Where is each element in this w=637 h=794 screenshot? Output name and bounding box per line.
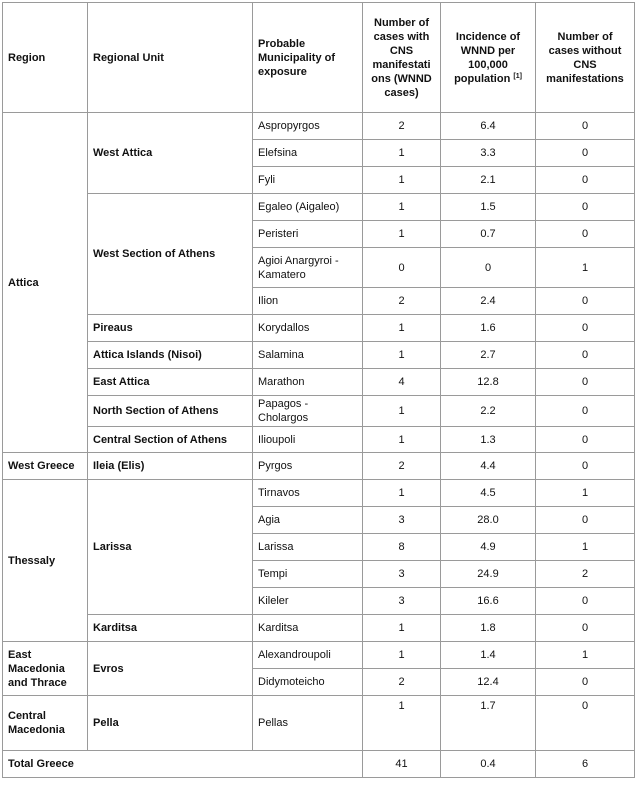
table-row xyxy=(3,194,635,221)
municipality-cell: Didymoteicho xyxy=(253,669,363,696)
table-row xyxy=(3,427,635,453)
non-cns-cell: 0 xyxy=(536,369,635,396)
municipality-cell: Karditsa xyxy=(253,615,363,642)
incidence-cell: 1.3 xyxy=(441,427,536,453)
cns-cell: 2 xyxy=(363,453,441,480)
table-row xyxy=(3,696,635,751)
cns-cell: 8 xyxy=(363,534,441,561)
non-cns-cell: 0 xyxy=(536,427,635,453)
header-cns-cases: Number of cases with CNS manifestati ons (WNND cases) xyxy=(363,3,441,113)
unit-west-attica: West Attica xyxy=(88,113,253,194)
municipality-cell: Tempi xyxy=(253,561,363,588)
non-cns-cell: 0 xyxy=(536,396,635,427)
incidence-cell: 1.4 xyxy=(441,642,536,669)
municipality-cell: Korydallos xyxy=(253,315,363,342)
total-label: Total Greece xyxy=(3,751,363,778)
region-central-macedonia: Central Macedonia xyxy=(3,696,88,751)
municipality-cell: Tirnavos xyxy=(253,480,363,507)
non-cns-cell: 1 xyxy=(536,248,635,288)
header-non-cns: Number of cases without CNS manifestations xyxy=(536,3,635,113)
region-west-greece: West Greece xyxy=(3,453,88,480)
non-cns-cell: 2 xyxy=(536,561,635,588)
incidence-cell: 2.1 xyxy=(441,167,536,194)
municipality-cell: Pellas xyxy=(253,696,363,751)
cns-cell: 1 xyxy=(363,315,441,342)
unit-karditsa: Karditsa xyxy=(88,615,253,642)
total-incidence: 0.4 xyxy=(441,751,536,778)
municipality-cell: Salamina xyxy=(253,342,363,369)
cns-cell: 0 xyxy=(363,248,441,288)
incidence-cell: 28.0 xyxy=(441,507,536,534)
non-cns-cell: 1 xyxy=(536,480,635,507)
region-attica: Attica xyxy=(3,113,88,453)
table-row xyxy=(3,480,635,507)
table-row xyxy=(3,396,635,427)
incidence-cell: 12.4 xyxy=(441,669,536,696)
non-cns-cell: 1 xyxy=(536,534,635,561)
total-non-cns: 6 xyxy=(536,751,635,778)
non-cns-cell: 0 xyxy=(536,288,635,315)
municipality-cell: Fyli xyxy=(253,167,363,194)
municipality-cell: Kileler xyxy=(253,588,363,615)
incidence-cell: 0 xyxy=(441,248,536,288)
total-row xyxy=(3,751,635,778)
header-region: Region xyxy=(3,3,88,113)
non-cns-cell: 0 xyxy=(536,194,635,221)
cns-cell: 3 xyxy=(363,507,441,534)
header-regional-unit: Regional Unit xyxy=(88,3,253,113)
table-row xyxy=(3,315,635,342)
cns-cell: 1 xyxy=(363,696,441,751)
non-cns-cell: 1 xyxy=(536,642,635,669)
cns-cell: 1 xyxy=(363,194,441,221)
table-row xyxy=(3,642,635,669)
incidence-cell: 2.7 xyxy=(441,342,536,369)
municipality-cell: Alexandroupoli xyxy=(253,642,363,669)
cns-cell: 1 xyxy=(363,167,441,194)
table-row xyxy=(3,113,635,140)
unit-pireaus: Pireaus xyxy=(88,315,253,342)
header-row xyxy=(3,3,635,113)
non-cns-cell: 0 xyxy=(536,588,635,615)
non-cns-cell: 0 xyxy=(536,615,635,642)
cns-cell: 2 xyxy=(363,113,441,140)
non-cns-cell: 0 xyxy=(536,507,635,534)
non-cns-cell: 0 xyxy=(536,696,635,751)
table-row xyxy=(3,342,635,369)
incidence-cell: 6.4 xyxy=(441,113,536,140)
cns-cell: 1 xyxy=(363,140,441,167)
unit-west-section-athens: West Section of Athens xyxy=(88,194,253,315)
incidence-cell: 12.8 xyxy=(441,369,536,396)
unit-east-attica: East Attica xyxy=(88,369,253,396)
table-row xyxy=(3,615,635,642)
incidence-cell: 4.5 xyxy=(441,480,536,507)
cns-cell: 1 xyxy=(363,615,441,642)
unit-larissa: Larissa xyxy=(88,480,253,615)
cns-cell: 1 xyxy=(363,642,441,669)
region-thessaly: Thessaly xyxy=(3,480,88,642)
cns-cell: 3 xyxy=(363,561,441,588)
incidence-cell: 1.6 xyxy=(441,315,536,342)
non-cns-cell: 0 xyxy=(536,221,635,248)
municipality-cell: Agioi Anargyroi - Kamatero xyxy=(253,248,363,288)
cns-cell: 1 xyxy=(363,342,441,369)
header-incidence-ref: [1] xyxy=(513,72,522,80)
municipality-cell: Egaleo (Aigaleo) xyxy=(253,194,363,221)
incidence-cell: 2.2 xyxy=(441,396,536,427)
municipality-cell: Papagos - Cholargos xyxy=(253,396,363,427)
table-row xyxy=(3,369,635,396)
cns-cell: 1 xyxy=(363,221,441,248)
municipality-cell: Larissa xyxy=(253,534,363,561)
cns-cell: 2 xyxy=(363,669,441,696)
cns-cell: 3 xyxy=(363,588,441,615)
cns-cell: 4 xyxy=(363,369,441,396)
incidence-cell: 4.4 xyxy=(441,453,536,480)
cns-cell: 1 xyxy=(363,396,441,427)
incidence-cell: 0.7 xyxy=(441,221,536,248)
incidence-cell: 1.8 xyxy=(441,615,536,642)
municipality-cell: Ilion xyxy=(253,288,363,315)
unit-pella: Pella xyxy=(88,696,253,751)
unit-central-section-athens: Central Section of Athens xyxy=(88,427,253,453)
municipality-cell: Ilioupoli xyxy=(253,427,363,453)
incidence-cell: 2.4 xyxy=(441,288,536,315)
incidence-cell: 16.6 xyxy=(441,588,536,615)
non-cns-cell: 0 xyxy=(536,453,635,480)
header-incidence-text: Incidence of WNND per 100,000 population xyxy=(454,30,521,85)
non-cns-cell: 0 xyxy=(536,167,635,194)
municipality-cell: Agia xyxy=(253,507,363,534)
incidence-cell: 3.3 xyxy=(441,140,536,167)
incidence-cell: 4.9 xyxy=(441,534,536,561)
table-row xyxy=(3,453,635,480)
non-cns-cell: 0 xyxy=(536,315,635,342)
municipality-cell: Pyrgos xyxy=(253,453,363,480)
unit-evros: Evros xyxy=(88,642,253,696)
cns-cell: 1 xyxy=(363,427,441,453)
non-cns-cell: 0 xyxy=(536,140,635,167)
municipality-cell: Peristeri xyxy=(253,221,363,248)
municipality-cell: Elefsina xyxy=(253,140,363,167)
total-cns: 41 xyxy=(363,751,441,778)
incidence-cell: 1.7 xyxy=(441,696,536,751)
municipality-cell: Aspropyrgos xyxy=(253,113,363,140)
unit-north-section-athens: North Section of Athens xyxy=(88,396,253,427)
region-east-macedonia-thrace: East Macedonia and Thrace xyxy=(3,642,88,696)
wnnd-cases-table xyxy=(2,2,635,778)
cns-cell: 2 xyxy=(363,288,441,315)
unit-ileia: Ileia (Elis) xyxy=(88,453,253,480)
unit-attica-islands: Attica Islands (Nisoi) xyxy=(88,342,253,369)
header-incidence xyxy=(441,3,536,113)
municipality-cell: Marathon xyxy=(253,369,363,396)
incidence-cell: 24.9 xyxy=(441,561,536,588)
header-municipality: Probable Municipality of exposure xyxy=(253,3,363,113)
incidence-cell: 1.5 xyxy=(441,194,536,221)
cns-cell: 1 xyxy=(363,480,441,507)
non-cns-cell: 0 xyxy=(536,113,635,140)
non-cns-cell: 0 xyxy=(536,342,635,369)
non-cns-cell: 0 xyxy=(536,669,635,696)
